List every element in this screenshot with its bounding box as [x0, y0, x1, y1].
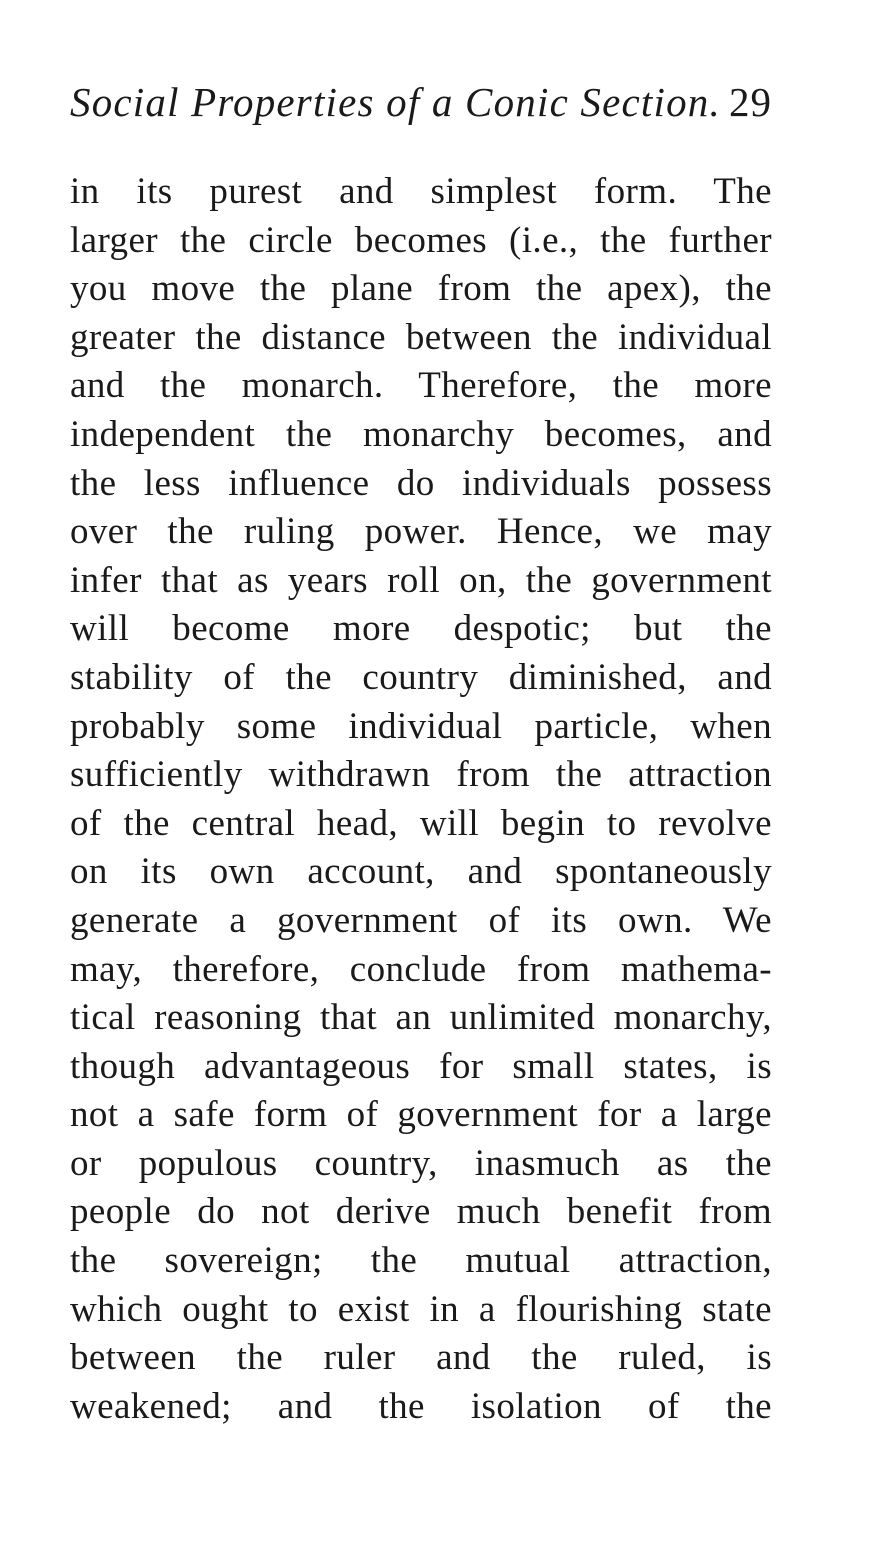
body-text — [70, 168, 772, 1431]
text-line: between the ruler and the ruled, is — [70, 1337, 772, 1379]
text-line: the less influence do individuals possess — [70, 462, 772, 504]
text-line: probably some individual particle, when — [70, 705, 772, 747]
text-line: larger the circle becomes (i.e., the further — [70, 219, 772, 261]
running-head — [70, 70, 772, 134]
text-line: of the central head, will begin to revolve — [70, 802, 772, 844]
text-line: tical reasoning that an unlimited monarchy, — [70, 997, 772, 1039]
text-line: people do not derive much benefit from — [70, 1191, 772, 1233]
text-line: or populous country, inasmuch as the — [70, 1142, 772, 1184]
text-line: the sovereign; the mutual attraction, — [70, 1240, 772, 1282]
text-line: independent the monarchy becomes, and — [70, 413, 772, 455]
text-line: not a safe form of government for a large — [70, 1094, 772, 1136]
text-line: infer that as years roll on, the government — [70, 559, 772, 601]
text-line: sufficiently withdrawn from the attraction — [70, 754, 772, 796]
text-line: though advantageous for small states, is — [70, 1045, 772, 1087]
text-line: you move the plane from the apex), the — [70, 268, 772, 310]
text-line: weakened; and the isolation of the — [70, 1385, 772, 1427]
text-line: generate a government of its own. We — [70, 899, 772, 941]
text-line: greater the distance between the individual — [70, 316, 772, 358]
text-line: over the ruling power. Hence, we may — [70, 511, 772, 553]
text-line: may, therefore, conclude from mathema- — [70, 948, 772, 990]
text-line: which ought to exist in a flourishing state — [70, 1288, 772, 1330]
running-title: Social Properties of a Conic Section. — [70, 79, 721, 125]
text-line: will become more despotic; but the — [70, 608, 772, 650]
text-line: on its own account, and spontaneously — [70, 851, 772, 893]
page-number: 29 — [729, 79, 772, 125]
text-line: in its purest and simplest form. The — [70, 171, 772, 212]
text-line: and the monarch. Therefore, the more — [70, 365, 772, 407]
text-line: stability of the country diminished, and — [70, 656, 772, 698]
